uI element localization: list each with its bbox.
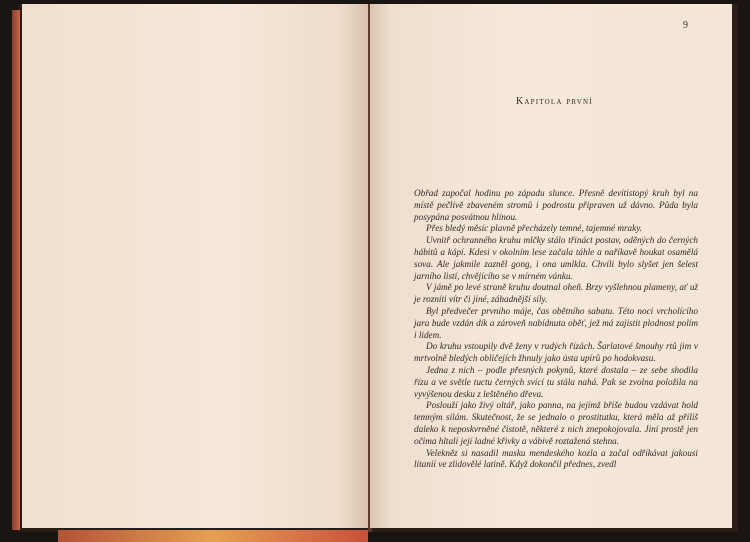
book-spread	[18, 4, 738, 532]
book-edge	[12, 10, 20, 530]
paragraph: Obřad započal hodinu po západu slunce. Přesně devítistopý kruh byl na místě pečlivě zbaveném stromů i podrostu připraven už dávno. Půda byla posypána posvátnou hlínou.	[414, 188, 698, 222]
paragraph: Uvnitř ochranného kruhu mlčky stálo třináct postav, oděných do černých hábitů a kápí. Kdesi v okolním lese začala táhle a naříkavě houkat osamělá sova. Ale jakmile zazněl gong, i ona umlkla. Chvíli bylo slyšet jen šelest jarního listí, chvějícího se v mírném vánku.	[414, 235, 698, 281]
paragraph: Velekněz si nasadil masku mendeského kozla a začal odříkávat jakousi litanii ve zlidovělé latině. Když dokončil přednes, zvedl	[414, 447, 698, 470]
chapter-body	[414, 188, 698, 471]
right-page	[370, 4, 732, 528]
paragraph: Poslouží jako živý oltář, jako panna, na jejímž břiše budou vzdávat hold temným silám. Skutečnost, že se jednalo o prostitutku, která měla až příliš daleko k neposkvrněné čistotě, některé z nich znepokojovala. Jiní prostě jen očima hltali její ladné křivky a vábivě roztažená stehna.	[414, 400, 698, 446]
paragraph: Přes bledý měsíc plavně přecházely temné, tajemné mraky.	[426, 223, 643, 234]
paragraph: V jámě po levé straně kruhu doutnal oheň. Brzy vyšlehnou plameny, ať už je rozníti vítr či jiné, záhadnější síly.	[414, 282, 698, 305]
paragraph: Byl předvečer prvního máje, čas obětního sabatu. Této noci vrcholícího jara bude vzdán dík a zároveň nabídnuta oběť, jež má zajistit plodnost polím i lidem.	[414, 305, 698, 340]
page-edges	[58, 530, 368, 542]
left-page	[22, 4, 368, 528]
chapter-title: Kapitola první	[516, 96, 593, 107]
page-number: 9	[683, 20, 688, 31]
paragraph: Do kruhu vstoupily dvě ženy v rudých řízách. Šarlatové šmouhy rtů jim v mrtvolně bledých obličejích žhnuly jako ústa upírů po hodokvasu.	[414, 341, 698, 364]
paragraph: Jedna z nich – podle přesných pokynů, které dostala – ze sebe shodila řízu a ve světle tuctu černých svící tu stála nahá. Pak se zvolna položila na vyvýšenou desku z leštěného dřeva.	[414, 364, 698, 399]
